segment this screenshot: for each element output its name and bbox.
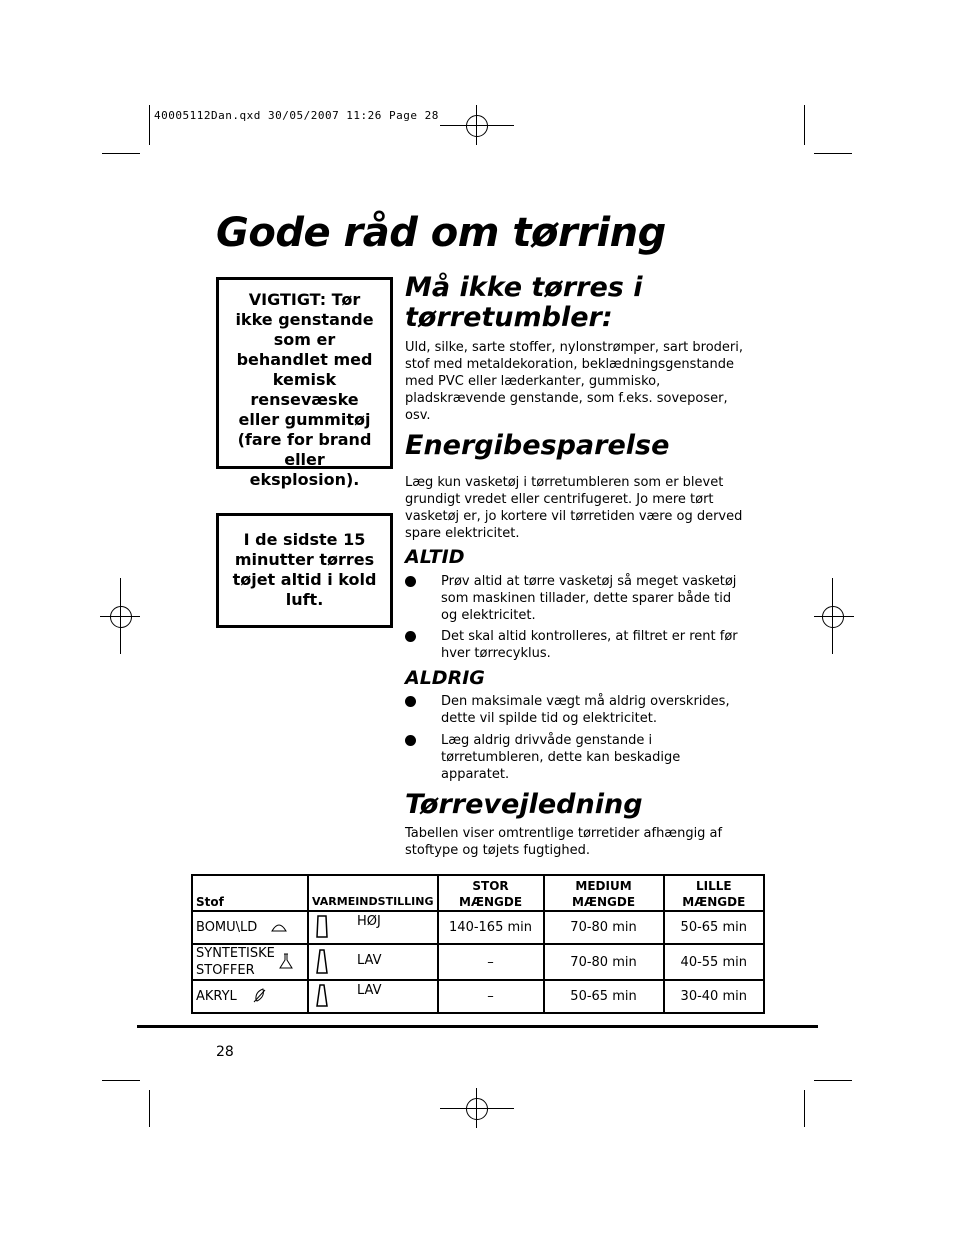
table-row <box>192 911 764 944</box>
bullet-icon <box>405 696 416 707</box>
acrylic-care-icon <box>253 987 267 1003</box>
crop-mark <box>814 153 852 154</box>
table-row <box>192 944 764 980</box>
drying-guide-heading: Tørrevejledning <box>405 789 643 820</box>
registration-line <box>476 1088 477 1128</box>
page-number: 28 <box>216 1044 234 1060</box>
warning-box: VIGTIGT: Tør ikke genstande som er behandlet med kemisk rensevæske eller gummitøj (fare for brand eller eksplosion). <box>216 277 393 469</box>
large-cell: – <box>438 944 544 980</box>
registration-line <box>476 105 477 145</box>
list-item <box>405 628 745 662</box>
fabric-cell <box>192 980 308 1013</box>
crop-mark <box>102 153 140 154</box>
registration-mark-icon <box>822 606 844 628</box>
crop-mark <box>149 1090 150 1127</box>
crop-mark <box>102 1080 140 1081</box>
header-medium: MEDIUM MÆNGDE <box>544 875 664 911</box>
heading-line: tørretumbler: <box>405 302 613 333</box>
energy-heading: Energibesparelse <box>405 430 670 461</box>
medium-cell: 70-80 min <box>544 911 664 944</box>
drying-table <box>191 874 765 1014</box>
crop-mark <box>149 105 150 145</box>
registration-line <box>832 578 833 654</box>
crop-mark <box>814 1080 852 1081</box>
do-not-dry-heading <box>405 273 643 333</box>
list-item <box>405 693 745 727</box>
header-fabric: Stof <box>192 875 308 911</box>
header-heat: VARMEINDSTILLING <box>308 875 438 911</box>
always-heading: ALTID <box>405 546 465 568</box>
heading-line: Må ikke tørres i <box>405 272 643 303</box>
large-cell: – <box>438 980 544 1013</box>
heat-label: LAV <box>357 953 382 968</box>
small-cell: 50-65 min <box>664 911 764 944</box>
heat-cell <box>308 944 438 980</box>
registration-line <box>814 616 854 617</box>
cold-air-box: I de sidste 15 minutter tørres tøjet altid i kold luft. <box>216 513 393 628</box>
drying-guide-text: Tabellen viser omtrentlige tørretider afhængig af stoftype og tøjets fugtighed. <box>405 826 723 858</box>
footer-divider <box>137 1025 818 1028</box>
registration-mark-icon <box>466 1098 488 1120</box>
list-item <box>405 573 745 624</box>
registration-line <box>440 1108 514 1109</box>
list-item-text: Den maksimale vægt må aldrig overskrides, dette vil spilde tid og elektricitet. <box>441 694 730 726</box>
list-item-text: Læg aldrig drivvåde genstande i tørretumbleren, dette kan beskadige apparatet. <box>441 733 681 782</box>
registration-mark-icon <box>466 115 488 137</box>
cotton-care-icon <box>271 921 287 933</box>
heat-label: HØJ <box>357 914 381 929</box>
fabric-label: SYNTETISKE STOFFER <box>196 946 275 978</box>
medium-cell: 70-80 min <box>544 944 664 980</box>
bullet-icon <box>405 576 416 587</box>
registration-line <box>440 125 514 126</box>
iron-icon <box>315 915 329 939</box>
iron-icon <box>315 949 329 975</box>
synthetic-care-icon <box>279 953 293 969</box>
crop-mark <box>804 105 805 145</box>
heat-cell <box>308 980 438 1013</box>
header-large: STOR MÆNGDE <box>438 875 544 911</box>
never-heading: ALDRIG <box>405 667 485 689</box>
registration-line <box>120 578 121 654</box>
fabric-label: AKRYL <box>196 989 237 1004</box>
small-cell: 30-40 min <box>664 980 764 1013</box>
bullet-icon <box>405 631 416 642</box>
list-item-text: Det skal altid kontrolleres, at filtret er rent før hver tørrecyklus. <box>441 629 738 661</box>
file-slug: 40005112Dan.qxd 30/05/2007 11:26 Page 28 <box>154 109 439 122</box>
table-row <box>192 980 764 1013</box>
iron-icon <box>315 984 329 1008</box>
fabric-label: BOMU\LD <box>196 920 258 935</box>
list-item <box>405 732 745 783</box>
page-title: Gode råd om tørring <box>216 210 666 256</box>
header-small: LILLE MÆNGDE <box>664 875 764 911</box>
heat-label: LAV <box>357 983 382 998</box>
energy-text: Læg kun vasketøj i tørretumbleren som er blevet grundigt vredet eller centrifugeret. Jo mere tørt vasketøj er, jo kortere vil tørretiden være og derved spare elektricitet. <box>405 475 743 541</box>
bullet-icon <box>405 735 416 746</box>
medium-cell: 50-65 min <box>544 980 664 1013</box>
large-cell: 140-165 min <box>438 911 544 944</box>
fabric-cell <box>192 911 308 944</box>
registration-mark-icon <box>110 606 132 628</box>
list-item-text: Prøv altid at tørre vasketøj så meget vasketøj som maskinen tillader, dette sparer både tid og elektricitet. <box>441 574 737 623</box>
crop-mark <box>804 1090 805 1127</box>
table-header-row <box>192 875 764 911</box>
small-cell: 40-55 min <box>664 944 764 980</box>
heat-cell <box>308 911 438 944</box>
do-not-dry-text: Uld, silke, sarte stoffer, nylonstrømper, sart broderi, stof med metaldekoration, beklædningsgenstande med PVC eller læderkanter, gummisko, pladskrævende genstande, som f.eks. soveposer, osv. <box>405 340 744 423</box>
fabric-cell <box>192 944 308 980</box>
